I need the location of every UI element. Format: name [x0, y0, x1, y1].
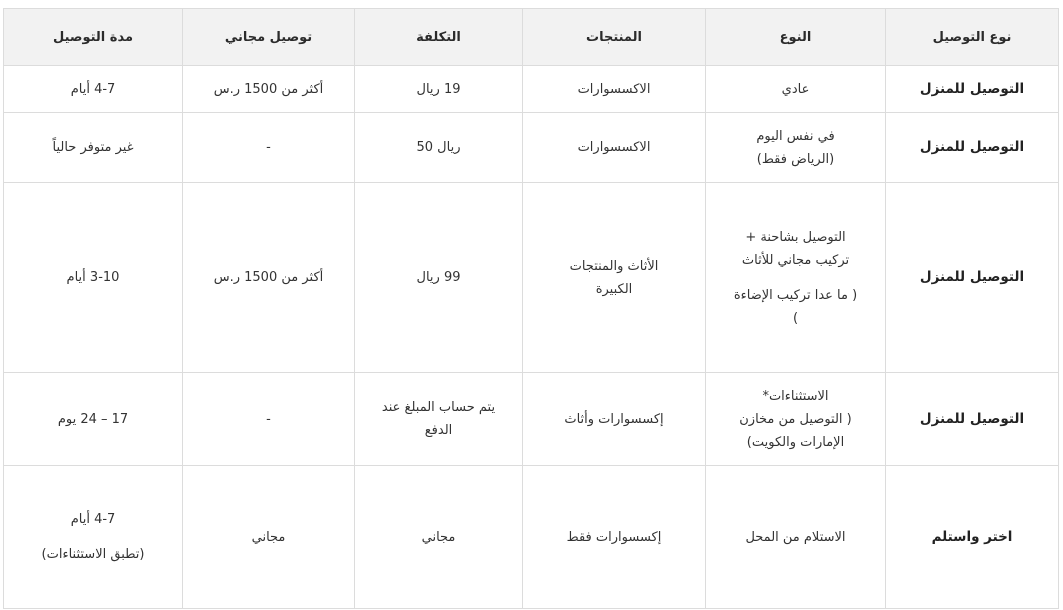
cell-line: الدفع — [424, 423, 453, 438]
cell-line: إكسسوارات فقط — [566, 529, 662, 545]
cell-line: (الرياض فقط) — [756, 151, 835, 167]
cell-line: 19 ريال — [416, 81, 461, 97]
cell-line: الكبيرة — [595, 281, 633, 297]
cell-line: الإمارات والكويت) — [746, 434, 845, 450]
cell-line: تركيب مجاني للأثاث — [741, 252, 850, 268]
cell-line: - — [266, 411, 271, 427]
cell-delivery-type: التوصيل للمنزل — [886, 113, 1059, 183]
table-row — [4, 113, 1059, 183]
cell-delivery-type: التوصيل للمنزل — [886, 373, 1059, 466]
cell-free-delivery — [183, 113, 355, 183]
cell-products — [523, 466, 706, 609]
cell-line: أكثر من 1500 ر.س — [213, 270, 324, 285]
cell-products — [523, 113, 706, 183]
cell-free-delivery — [183, 66, 355, 113]
cell-line: عادي — [781, 81, 810, 97]
cell-cost — [355, 66, 523, 113]
cell-duration — [4, 66, 183, 113]
header-free-delivery: توصيل مجاني — [183, 9, 355, 66]
header-type: النوع — [706, 9, 886, 66]
cell-cost — [355, 373, 523, 466]
table-row — [4, 183, 1059, 373]
cell-line: الاكسسوارات — [577, 140, 651, 155]
cell-delivery-type: التوصيل للمنزل — [886, 183, 1059, 373]
cell-line: الاستلام من المحل — [745, 529, 846, 545]
cell-line: 3-10 أيام — [66, 270, 120, 285]
delivery-options-table — [3, 8, 1059, 609]
header-delivery-type: نوع التوصيل — [886, 9, 1059, 66]
cell-line: ( التوصيل من مخازن — [739, 411, 852, 427]
cell-line: مجاني — [251, 529, 286, 545]
cell-line: يتم حساب المبلغ عند — [381, 400, 496, 415]
delivery-table-container — [3, 8, 1059, 609]
cell-type — [706, 183, 886, 373]
cell-line: أكثر من 1500 ر.س — [213, 81, 324, 97]
cell-line: ( ما عدا تركيب الإضاءة — [733, 287, 858, 303]
cell-delivery-type: اختر واستلم — [886, 466, 1059, 609]
cell-line: في نفس اليوم — [756, 128, 835, 144]
cell-line: الأثاث والمنتجات — [569, 258, 659, 274]
table-row — [4, 466, 1059, 609]
cell-type — [706, 466, 886, 609]
header-row — [4, 9, 1059, 66]
cell-type — [706, 373, 886, 466]
table-row — [4, 66, 1059, 113]
cell-line: - — [266, 140, 271, 155]
cell-delivery-type: التوصيل للمنزل — [886, 66, 1059, 113]
cell-line: 99 ريال — [416, 270, 461, 285]
cell-line: 4-7 أيام — [70, 81, 116, 97]
cell-line: مجاني — [421, 529, 456, 545]
cell-products — [523, 183, 706, 373]
cell-duration — [4, 373, 183, 466]
cell-line: غير متوفر حالياً — [52, 140, 134, 155]
cell-free-delivery — [183, 373, 355, 466]
cell-duration — [4, 183, 183, 373]
cell-spacer — [720, 272, 871, 284]
cell-type — [706, 113, 886, 183]
cell-spacer — [18, 531, 168, 543]
cell-line: (تطبق الاستثناءات) — [41, 547, 145, 562]
cell-line: ريال 50 — [416, 140, 461, 155]
cell-cost — [355, 113, 523, 183]
cell-line: 4-7 أيام — [70, 512, 116, 527]
cell-products — [523, 66, 706, 113]
cell-products — [523, 373, 706, 466]
cell-cost — [355, 466, 523, 609]
cell-line: ) — [792, 310, 799, 326]
cell-line: التوصيل بشاحنة + — [745, 229, 846, 245]
header-products: المنتجات — [523, 9, 706, 66]
header-duration: مدة التوصيل — [4, 9, 183, 66]
cell-line: إكسسوارات وأثاث — [564, 411, 664, 427]
cell-cost — [355, 183, 523, 373]
cell-free-delivery — [183, 466, 355, 609]
cell-duration — [4, 113, 183, 183]
cell-line: الاكسسوارات — [577, 81, 651, 97]
header-cost: التكلفة — [355, 9, 523, 66]
cell-line: الاستثناءات* — [762, 388, 829, 404]
cell-duration — [4, 466, 183, 609]
cell-free-delivery — [183, 183, 355, 373]
cell-type — [706, 66, 886, 113]
table-row — [4, 373, 1059, 466]
cell-line: 17 – 24 يوم — [57, 411, 129, 427]
